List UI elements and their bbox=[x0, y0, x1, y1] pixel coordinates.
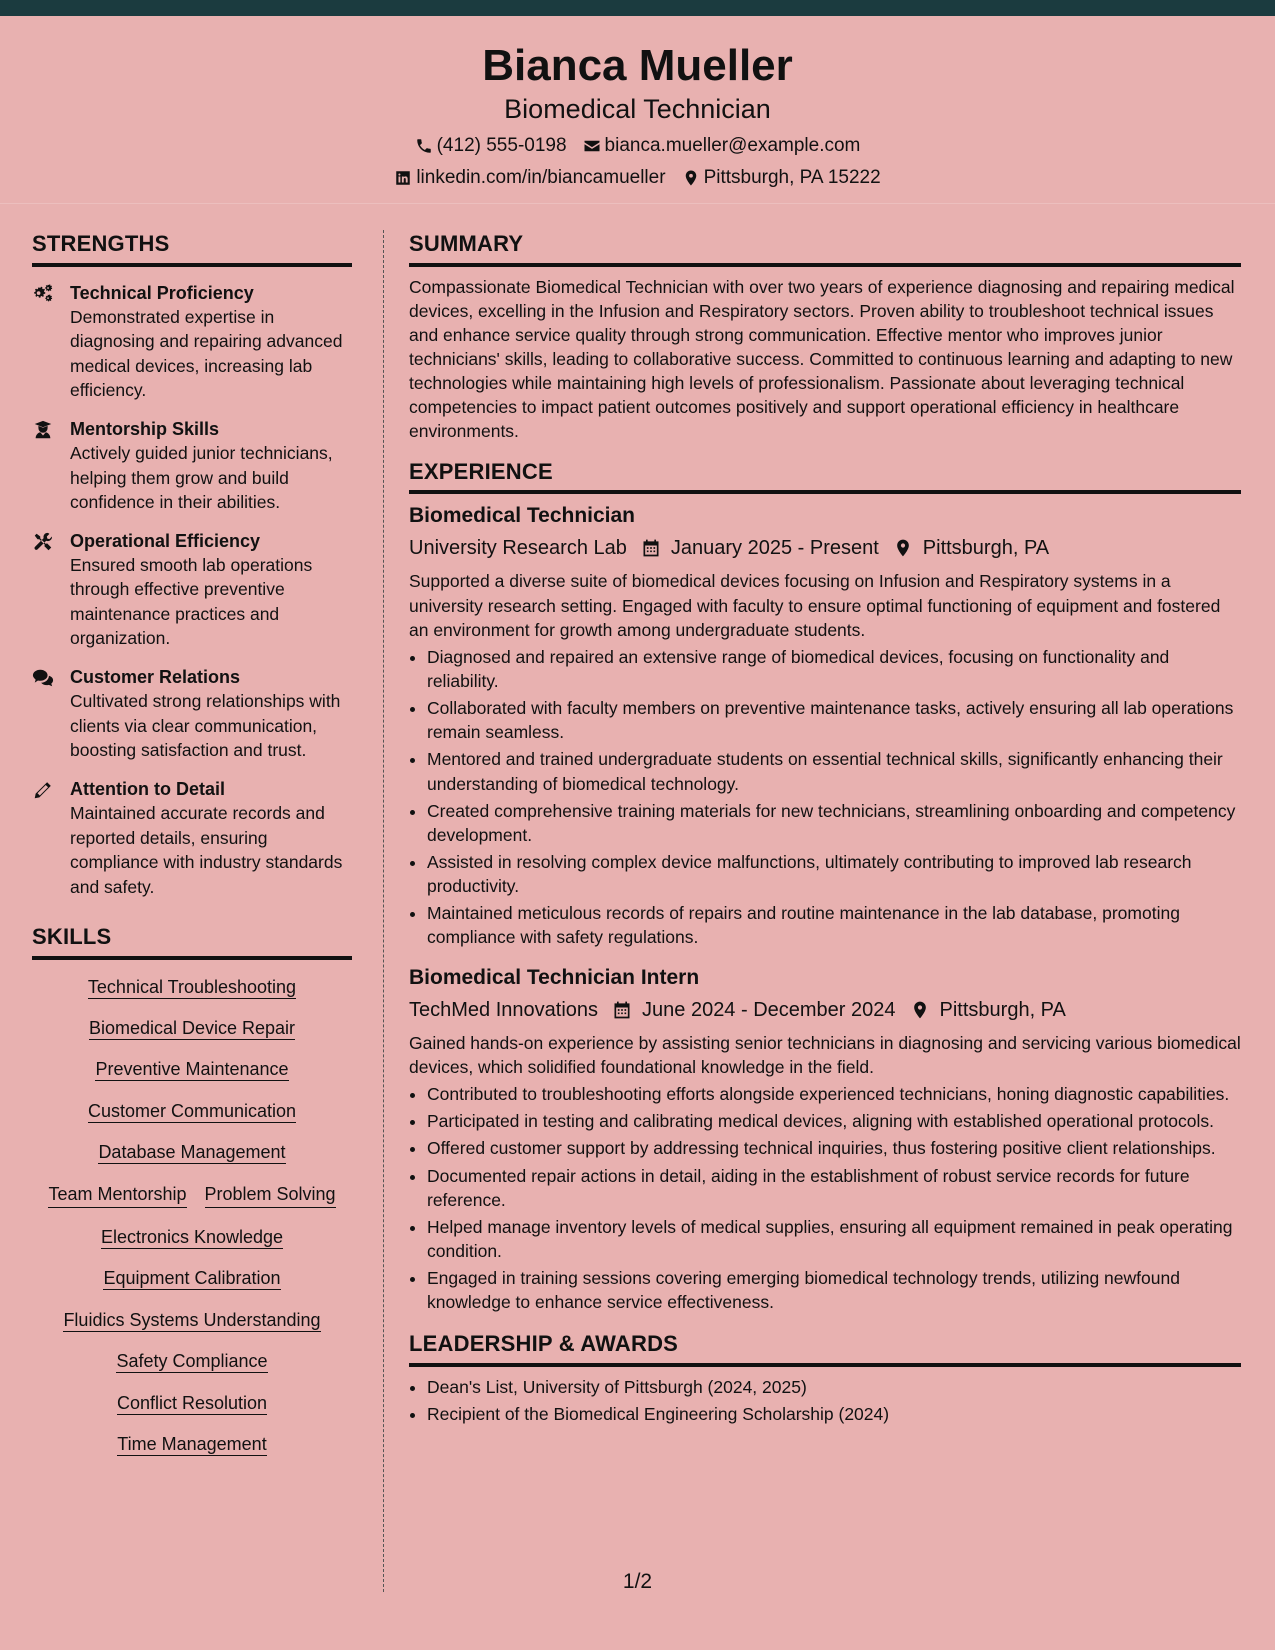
job-company: University Research Lab bbox=[409, 537, 627, 560]
contact-row-2 bbox=[0, 168, 1275, 187]
list-item: • Diagnosed and repaired an extensive range of biomedical devices, focusing on functionality and reliability. bbox=[427, 645, 1241, 693]
job-desc: Gained hands-on experience by assisting senior technicians in diagnosing and servicing various biomedical devices, which solidified foundational knowledge in the field. bbox=[409, 1032, 1241, 1078]
strength-name: Technical Proficiency bbox=[70, 282, 254, 303]
strength-item bbox=[32, 529, 352, 651]
strength-name: Mentorship Skills bbox=[70, 418, 220, 439]
strength-name: Customer Relations bbox=[70, 666, 241, 687]
strength-name: Operational Efficiency bbox=[70, 530, 261, 551]
job-dates: January 2025 - Present bbox=[670, 537, 879, 560]
list-item: • Documented repair actions in detail, aiding in the establishment of robust service records for future reference. bbox=[427, 1164, 1241, 1212]
list-item: • Offered customer support by addressing technical inquiries, thus fostering positive client relationships. bbox=[427, 1136, 1241, 1160]
job-bullets bbox=[409, 645, 1241, 950]
summary-text: Compassionate Biomedical Technician with over two years of experience diagnosing and repairing medical devices, excelling in the Infusion and Respiratory sectors. Proven ability to troubleshoot technical issues and enhance service quality through strong communication. Effective mentor who improves junior technicians' skills, leading to collaborative success. Committed to continuous learning and adapting to new technologies while maintaining high levels of professionalism. Passionate about leveraging technical competencies to impact patient outcomes positively and support operational efficiency in healthcare environments. bbox=[409, 276, 1235, 442]
job-title: Biomedical Technician bbox=[409, 504, 636, 528]
job-bullets bbox=[409, 1082, 1241, 1314]
experience-heading: EXPERIENCE bbox=[409, 458, 1241, 495]
linkedin-text: linkedin.com/in/biancamueller bbox=[416, 167, 666, 188]
candidate-title: Biomedical Technician bbox=[504, 94, 771, 124]
job-meta bbox=[409, 535, 1241, 561]
skill-tag: Biomedical Device Repair bbox=[88, 1018, 296, 1039]
gears-icon bbox=[32, 283, 54, 305]
email-text: bianca.mueller@example.com bbox=[604, 135, 861, 156]
skill-tag: Electronics Knowledge bbox=[100, 1227, 284, 1248]
skill-tag: Preventive Maintenance bbox=[95, 1059, 289, 1080]
location-contact bbox=[682, 168, 881, 187]
job-meta bbox=[409, 997, 1241, 1023]
envelope-icon bbox=[583, 137, 601, 155]
strength-desc: Ensured smooth lab operations through effective preventive maintenance practices and organization. bbox=[70, 554, 313, 649]
contact-row-1 bbox=[0, 136, 1275, 155]
skills-heading: SKILLS bbox=[32, 923, 352, 960]
skill-tag: Safety Compliance bbox=[116, 1351, 268, 1372]
map-pin-icon bbox=[893, 538, 913, 558]
right-column bbox=[409, 230, 1241, 1429]
email-contact[interactable] bbox=[583, 136, 861, 155]
strength-desc: Demonstrated expertise in diagnosing and repairing advanced medical devices, increasing lab efficiency. bbox=[70, 306, 343, 401]
job-location: Pittsburgh, PA bbox=[922, 537, 1050, 560]
resume-header bbox=[0, 16, 1275, 204]
strengths-heading: STRENGTHS bbox=[32, 230, 352, 267]
column-divider bbox=[383, 230, 384, 1592]
strength-item bbox=[32, 417, 352, 515]
job-company: TechMed Innovations bbox=[409, 998, 599, 1021]
list-item: • Assisted in resolving complex device malfunctions, ultimately contributing to improved lab research productivity. bbox=[427, 850, 1241, 898]
tools-icon bbox=[32, 531, 54, 553]
list-item: • Dean's List, University of Pittsburgh (2024, 2025) bbox=[427, 1375, 1241, 1399]
list-item: • Maintained meticulous records of repairs and routine maintenance in the lab database, promoting compliance with safety regulations. bbox=[427, 901, 1241, 949]
strength-item bbox=[32, 281, 352, 403]
strength-name: Attention to Detail bbox=[70, 778, 225, 799]
skill-tag: Technical Troubleshooting bbox=[87, 976, 297, 997]
map-pin-icon bbox=[682, 169, 700, 187]
list-item: • Participated in testing and calibrating medical devices, aligning with established operational protocols. bbox=[427, 1109, 1241, 1133]
list-item: • Helped manage inventory levels of medical supplies, ensuring all equipment remained in peak operating condition. bbox=[427, 1215, 1241, 1263]
strength-desc: Cultivated strong relationships with clients via clear communication, boosting satisfaction and trust. bbox=[70, 691, 341, 761]
map-pin-icon bbox=[910, 1000, 930, 1020]
skill-tag: Fluidics Systems Understanding bbox=[63, 1309, 321, 1330]
calendar-icon bbox=[612, 1000, 632, 1020]
skill-tag: Conflict Resolution bbox=[116, 1392, 268, 1413]
job-entry bbox=[409, 502, 1241, 949]
phone-icon bbox=[415, 137, 433, 155]
skill-tag: Time Management bbox=[117, 1433, 267, 1454]
summary-heading: SUMMARY bbox=[409, 230, 1241, 267]
phone-contact bbox=[415, 136, 567, 155]
phone-text: (412) 555-0198 bbox=[436, 135, 567, 156]
list-item: • Created comprehensive training materials for new technicians, streamlining onboarding and competency development. bbox=[427, 799, 1241, 847]
list-item: • Contributed to troubleshooting efforts alongside experienced technicians, honing diagnostic capabilities. bbox=[427, 1082, 1241, 1106]
awards-list bbox=[409, 1375, 1241, 1426]
strength-desc: Maintained accurate records and reported details, ensuring compliance with industry standards and safety. bbox=[70, 803, 343, 897]
awards-heading: LEADERSHIP & AWARDS bbox=[409, 1330, 1241, 1367]
page-number: 1/2 bbox=[622, 1570, 653, 1593]
candidate-name: Bianca Mueller bbox=[482, 41, 793, 90]
list-item: • Collaborated with faculty members on preventive maintenance tasks, actively ensuring all lab operations remain seamless. bbox=[427, 696, 1241, 744]
list-item: • Mentored and trained undergraduate students on essential technical skills, significantly enhancing their understanding of biomedical technology. bbox=[427, 747, 1241, 795]
job-desc: Supported a diverse suite of biomedical devices focusing on Infusion and Respiratory systems in a university research setting. Engaged with faculty to ensure optimal functioning of equipment and fostered an environment for growth among undergraduate students. bbox=[409, 571, 1221, 640]
strength-item bbox=[32, 665, 352, 763]
calendar-icon bbox=[641, 538, 661, 558]
job-entry bbox=[409, 964, 1241, 1315]
job-dates: June 2024 - December 2024 bbox=[642, 998, 896, 1021]
skill-tag: Database Management bbox=[98, 1142, 286, 1163]
job-title: Biomedical Technician Intern bbox=[409, 965, 700, 989]
list-item: • Engaged in training sessions covering emerging biomedical technology trends, utilizing newfound knowledge to enhance service effectiveness. bbox=[427, 1266, 1241, 1314]
job-location: Pittsburgh, PA bbox=[939, 998, 1066, 1021]
linkedin-icon bbox=[394, 169, 412, 187]
location-text: Pittsburgh, PA 15222 bbox=[703, 167, 881, 188]
left-column bbox=[32, 230, 352, 1456]
comments-icon bbox=[32, 667, 54, 689]
strength-item bbox=[32, 777, 352, 899]
top-accent-bar bbox=[0, 0, 1275, 16]
skill-tag: Problem Solving bbox=[205, 1183, 336, 1208]
skill-tag: Equipment Calibration bbox=[103, 1268, 281, 1289]
list-item: • Recipient of the Biomedical Engineering Scholarship (2024) bbox=[427, 1402, 1241, 1426]
strength-desc: Actively guided junior technicians, helping them grow and build confidence in their abilities. bbox=[70, 443, 333, 513]
skill-tag: Customer Communication bbox=[87, 1100, 297, 1121]
skills-list bbox=[32, 976, 352, 1457]
pencil-icon bbox=[32, 779, 54, 801]
skill-tag: Team Mentorship bbox=[48, 1183, 186, 1208]
linkedin-contact[interactable] bbox=[394, 168, 665, 187]
user-graduate-icon bbox=[32, 419, 54, 441]
